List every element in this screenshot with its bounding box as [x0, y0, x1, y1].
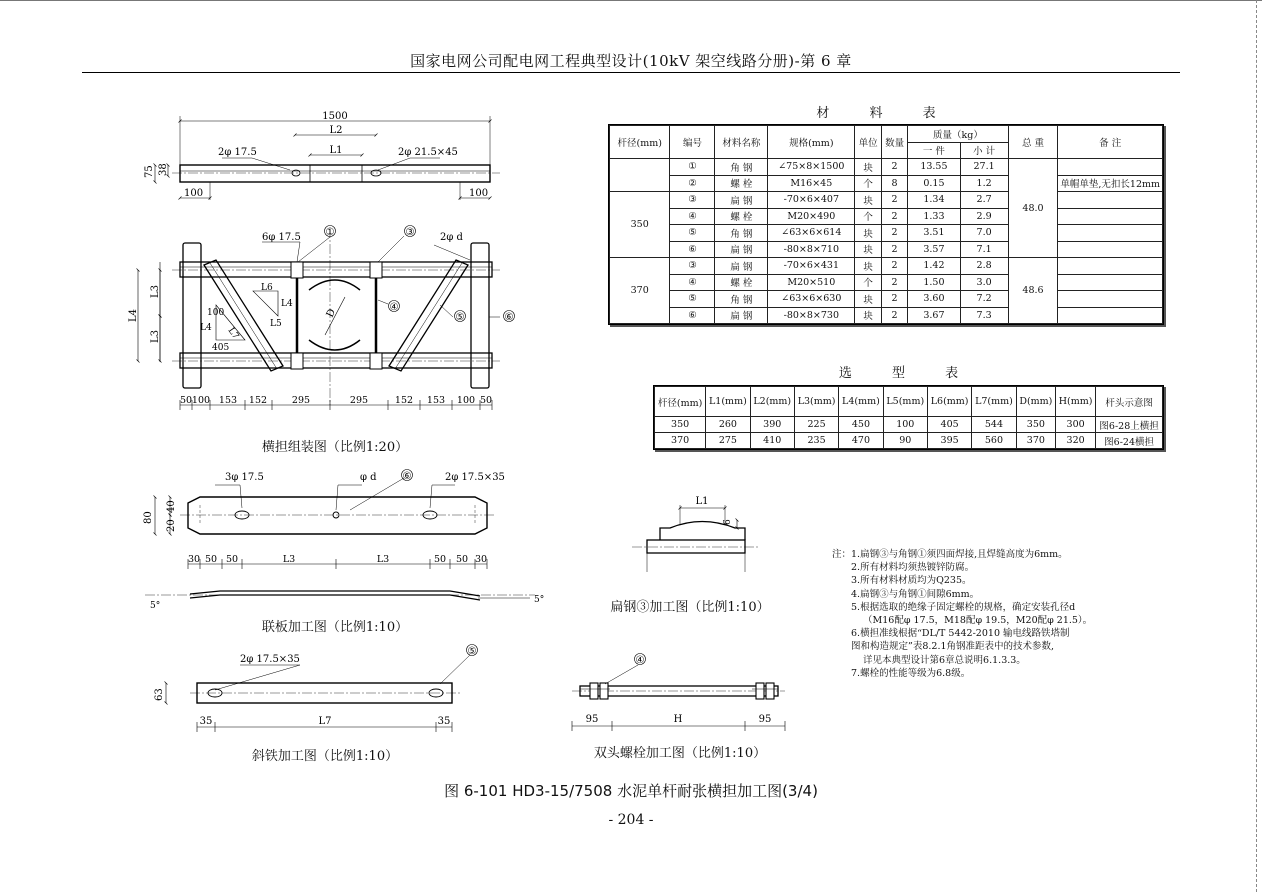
note-line: 7.螺栓的性能等级为6.8级。	[851, 667, 971, 679]
dim-L1: L1	[329, 145, 343, 156]
selection-table	[653, 385, 1164, 450]
flat-dim-L1: L1	[695, 496, 709, 507]
asm-dim-label: 295	[349, 395, 369, 406]
page-number: - 204 -	[608, 812, 654, 828]
mt-cell-no: ④	[670, 208, 715, 225]
mt-h-qty: 数量	[881, 126, 907, 159]
mt-cell-unit: 块	[855, 291, 881, 308]
caption-assembly: 横担组装图（比例1:20）	[261, 440, 409, 455]
mt-cell-each: 3.51	[908, 225, 960, 242]
dim-D: D	[324, 307, 339, 320]
st-cell: 225	[794, 417, 838, 433]
table-row	[610, 159, 1163, 176]
note-line: 详见本典型设计第6章总说明6.1.3.3。	[863, 654, 1026, 666]
mt-cell-qty: 2	[881, 258, 907, 275]
st-cell: 90	[883, 433, 927, 449]
mt-cell-sub: 3.0	[960, 274, 1008, 291]
mt-cell-remark	[1058, 291, 1163, 308]
dim-40: 40	[166, 500, 177, 513]
st-cell: 470	[839, 433, 883, 449]
mt-cell-sub: 7.2	[960, 291, 1008, 308]
mt-cell-remark	[1058, 307, 1163, 324]
st-cell: 320	[1056, 433, 1096, 449]
page-header-title: 国家电网公司配电网工程典型设计(10kV 架空线路分册)-第 6 章	[410, 52, 852, 70]
figure-caption: 图 6-101 HD3-15/7508 水泥单杆耐张横担加工图(3/4)	[444, 782, 818, 800]
dim-L7-brace: L7	[318, 716, 332, 727]
callout-5: ⑤	[455, 312, 465, 323]
mt-cell-spec: -70×6×407	[768, 192, 855, 209]
mt-cell-each: 3.67	[908, 307, 960, 324]
mt-cell-name: 螺 栓	[715, 274, 768, 291]
mt-cell-each: 3.60	[908, 291, 960, 308]
callout-4: ④	[389, 302, 399, 313]
mt-cell-qty: 2	[881, 241, 907, 258]
mt-cell-qty: 2	[881, 225, 907, 242]
selection-table-title: 选 型 表	[838, 366, 977, 381]
plate-dim-label: 50	[225, 554, 239, 565]
table-row	[610, 175, 1163, 192]
st-header-cell: L5(mm)	[883, 387, 927, 417]
table-row	[655, 433, 1163, 449]
mt-cell-name: 扁 钢	[715, 307, 768, 324]
bolt-dim-95-right: 95	[758, 714, 772, 725]
mt-cell-each: 13.55	[908, 159, 960, 176]
st-cell: 395	[927, 433, 971, 449]
brace-callout-5: ⑤	[467, 646, 477, 657]
dim-L3-upper: L3	[150, 284, 161, 298]
mt-cell-unit: 个	[855, 175, 881, 192]
plate-drawing	[145, 470, 535, 601]
angle-5-right: 5°	[534, 595, 545, 605]
bolt-dim-H: H	[673, 714, 683, 725]
mt-cell-no: ④	[670, 274, 715, 291]
st-cell: 370	[1016, 433, 1055, 449]
mt-cell-d: 350	[610, 192, 670, 258]
mt-cell-each: 1.42	[908, 258, 960, 275]
mt-cell-remark	[1058, 208, 1163, 225]
note-line: 2.所有材料均须热镀锌防腐。	[851, 562, 975, 574]
plate-dim-label: 50	[433, 554, 447, 565]
material-table-title: 材 料 表	[816, 106, 954, 121]
st-header-cell: L4(mm)	[839, 387, 883, 417]
mt-cell-sub: 2.8	[960, 258, 1008, 275]
mt-h-sub: 小 计	[960, 142, 1008, 159]
mt-cell-spec: ∠63×6×614	[768, 225, 855, 242]
mt-total-370: 48.6	[1008, 258, 1058, 324]
st-cell: 图6-24横担	[1096, 433, 1163, 449]
mt-cell-d: 370	[610, 258, 670, 324]
dim-L4-small: L4	[281, 299, 293, 309]
st-cell: 275	[706, 433, 750, 449]
table-row	[610, 258, 1163, 275]
label-hole-left: 2φ 17.5	[218, 147, 257, 158]
mt-cell-no: ⑥	[670, 307, 715, 324]
plate-dim-label: L3	[282, 554, 296, 565]
notes-prefix: 注：	[832, 549, 852, 560]
callout-6: ⑥	[504, 312, 514, 323]
mt-cell-name: 扁 钢	[715, 192, 768, 209]
mt-cell-name: 角 钢	[715, 225, 768, 242]
mt-h-diameter: 杆径(mm)	[610, 126, 670, 159]
bolt-dim-95-left: 95	[585, 714, 599, 725]
plate-dim-label: 50	[455, 554, 469, 565]
plate-dim-label: 30	[187, 554, 201, 565]
table-row	[610, 307, 1163, 324]
mt-cell-name: 扁 钢	[715, 241, 768, 258]
plate-dim-label: 50	[204, 554, 218, 565]
st-cell: 410	[750, 433, 794, 449]
mt-cell-remark: 单帽单垫,无扣长12mm	[1058, 175, 1163, 192]
mt-cell-sub: 2.7	[960, 192, 1008, 209]
mt-cell-name: 螺 栓	[715, 208, 768, 225]
dim-63: 63	[154, 688, 165, 701]
mt-cell-no: ①	[670, 159, 715, 176]
table-row	[655, 417, 1163, 433]
st-cell: 350	[1016, 417, 1055, 433]
callout-3: ③	[405, 227, 415, 238]
mt-cell-qty: 2	[881, 159, 907, 176]
st-header-cell: L3(mm)	[794, 387, 838, 417]
asm-dim-label: 153	[218, 395, 238, 406]
angle-5-left: 5°	[150, 601, 161, 611]
dim-38: 38	[158, 163, 169, 176]
mt-cell-spec: M16×45	[768, 175, 855, 192]
table-row	[610, 208, 1163, 225]
plate-dim-label: 30	[474, 554, 488, 565]
mt-cell-sub: 7.3	[960, 307, 1008, 324]
mt-cell-sub: 2.9	[960, 208, 1008, 225]
caption-flat-steel: 扁钢③加工图（比例1:10）	[610, 600, 770, 615]
mt-cell-qty: 2	[881, 192, 907, 209]
caption-bolt: 双头螺栓加工图（比例1:10）	[593, 746, 767, 761]
label-3phi: 3φ 17.5	[225, 472, 264, 483]
dim-L2: L2	[329, 125, 343, 136]
label-2phid: 2φ d	[440, 232, 463, 243]
mt-h-unit: 单位	[855, 126, 881, 159]
mt-cell-spec: M20×510	[768, 274, 855, 291]
mt-cell-name: 螺 栓	[715, 175, 768, 192]
st-cell: 260	[706, 417, 750, 433]
flat-steel-drawing	[632, 505, 760, 572]
st-cell: 350	[655, 417, 706, 433]
caption-brace: 斜铁加工图（比例1:10）	[251, 749, 399, 764]
note-line: 5.根据选取的绝缘子固定螺栓的规格，确定安装孔径d	[851, 601, 1076, 613]
mt-cell-unit: 块	[855, 225, 881, 242]
top-view-drawing	[155, 116, 500, 200]
dim-1500: 1500	[322, 111, 348, 122]
note-line: 6.横担准线根据“DL/T 5442-2010 输电线路铁塔制	[851, 628, 1070, 640]
dim-35-right: 35	[437, 716, 451, 727]
mt-h-remark: 备 注	[1058, 126, 1163, 159]
mt-cell-unit: 块	[855, 241, 881, 258]
asm-dim-label: 50	[179, 395, 193, 406]
mt-cell-qty: 8	[881, 175, 907, 192]
mt-h-mass: 质量（kg）	[908, 126, 1008, 143]
notes-block	[832, 548, 1092, 680]
mt-h-spec: 规格(mm)	[768, 126, 855, 159]
material-table	[608, 124, 1164, 325]
mt-cell-unit: 块	[855, 258, 881, 275]
mt-h-each: 一 件	[908, 142, 960, 159]
label-405: 405	[212, 343, 230, 353]
dim-20: 20	[166, 519, 177, 532]
st-header-cell: L6(mm)	[927, 387, 971, 417]
asm-dim-label: 100	[456, 395, 476, 406]
st-cell: 560	[972, 433, 1016, 449]
mt-cell-unit: 块	[855, 159, 881, 176]
mt-total-350: 48.0	[1008, 159, 1058, 258]
mt-cell-spec: ∠75×8×1500	[768, 159, 855, 176]
table-row	[610, 291, 1163, 308]
table-row	[610, 225, 1163, 242]
st-cell: 235	[794, 433, 838, 449]
mt-cell-name: 角 钢	[715, 291, 768, 308]
st-cell: 图6-28上横担	[1096, 417, 1163, 433]
dim-L4-tri: L4	[200, 323, 212, 333]
mt-cell-spec: ∠63×6×630	[768, 291, 855, 308]
mt-cell-remark	[1058, 159, 1163, 176]
note-line: 4.扁钢③与角钢①间隙6mm。	[851, 588, 980, 600]
asm-dim-label: 153	[426, 395, 446, 406]
mt-cell-remark	[1058, 241, 1163, 258]
asm-dim-label: 100	[191, 395, 211, 406]
dim-100-left: 100	[184, 188, 204, 199]
callout-1: ①	[325, 227, 335, 238]
table-row	[610, 274, 1163, 291]
dim-L3-lower: L3	[150, 329, 161, 343]
mt-cell-unit: 块	[855, 192, 881, 209]
note-line: 1.扁钢③与角钢①须四面焊接,且焊缝高度为6mm。	[851, 549, 1068, 560]
label-2phi-slot: 2φ 17.5×35	[445, 472, 505, 483]
mt-cell-no: ⑤	[670, 225, 715, 242]
asm-dim-label: 295	[291, 395, 311, 406]
bolt-callout-4: ④	[635, 655, 645, 666]
mt-cell-spec: -80×8×730	[768, 307, 855, 324]
st-header-cell: D(mm)	[1016, 387, 1055, 417]
mt-cell-no: ⑤	[670, 291, 715, 308]
dim-L5: L5	[270, 319, 282, 329]
st-header-cell: L7(mm)	[972, 387, 1016, 417]
mt-cell-remark	[1058, 258, 1163, 275]
dim-L7: L7	[225, 325, 241, 342]
st-header-cell: H(mm)	[1056, 387, 1096, 417]
dim-L4: L4	[128, 308, 139, 322]
caption-plate: 联板加工图（比例1:10）	[261, 620, 409, 635]
st-header-cell: L1(mm)	[706, 387, 750, 417]
table-row	[610, 192, 1163, 209]
mt-cell-name: 角 钢	[715, 159, 768, 176]
st-cell: 370	[655, 433, 706, 449]
mt-cell-unit: 块	[855, 307, 881, 324]
mt-cell-sub: 27.1	[960, 159, 1008, 176]
mt-cell-no: ⑥	[670, 241, 715, 258]
st-cell: 405	[927, 417, 971, 433]
dim-80: 80	[143, 511, 154, 524]
label-6phi: 6φ 17.5	[262, 232, 301, 243]
note-line: 3.所有材料材质均为Q235。	[851, 575, 972, 587]
plate-dim-label: L3	[376, 554, 390, 565]
asm-dim-label: 152	[394, 395, 414, 406]
mt-cell-each: 1.34	[908, 192, 960, 209]
mt-cell-spec: -70×6×431	[768, 258, 855, 275]
mt-cell-remark	[1058, 225, 1163, 242]
dim-75: 75	[144, 165, 155, 178]
mt-cell-remark	[1058, 192, 1163, 209]
mt-cell-name: 扁 钢	[715, 258, 768, 275]
st-cell: 544	[972, 417, 1016, 433]
mt-h-total: 总 重	[1008, 126, 1058, 159]
st-header-cell: L2(mm)	[750, 387, 794, 417]
st-cell: 450	[839, 417, 883, 433]
asm-dim-label: 50	[479, 395, 493, 406]
st-cell: 300	[1056, 417, 1096, 433]
label-100: 100	[207, 308, 225, 318]
mt-cell-sub: 1.2	[960, 175, 1008, 192]
mt-cell-spec: M20×490	[768, 208, 855, 225]
st-header-cell: 杆径(mm)	[655, 387, 706, 417]
st-cell: 390	[750, 417, 794, 433]
mt-cell-unit: 个	[855, 274, 881, 291]
dim-L6: L6	[261, 283, 273, 293]
mt-cell-spec: -80×8×710	[768, 241, 855, 258]
mt-cell-qty: 2	[881, 307, 907, 324]
mt-cell-no: ②	[670, 175, 715, 192]
mt-cell-d	[610, 159, 670, 192]
mt-cell-sub: 7.0	[960, 225, 1008, 242]
dim-100-right: 100	[469, 188, 489, 199]
mt-cell-qty: 2	[881, 274, 907, 291]
mt-cell-each: 1.33	[908, 208, 960, 225]
mt-cell-no: ③	[670, 258, 715, 275]
label-phid: φ d	[360, 472, 377, 483]
label-hole-right: 2φ 21.5×45	[398, 147, 458, 158]
mt-cell-sub: 7.1	[960, 241, 1008, 258]
note-line: （M16配φ 17.5，M18配φ 19.5，M20配φ 21.5）。	[863, 615, 1093, 627]
mt-cell-remark	[1058, 274, 1163, 291]
mt-h-no: 编号	[670, 126, 715, 159]
mt-cell-each: 0.15	[908, 175, 960, 192]
mt-cell-each: 3.57	[908, 241, 960, 258]
mt-cell-each: 1.50	[908, 274, 960, 291]
mt-h-name: 材料名称	[715, 126, 768, 159]
st-cell: 100	[883, 417, 927, 433]
mt-cell-unit: 个	[855, 208, 881, 225]
plate-callout-6: ⑥	[402, 471, 412, 482]
st-header-cell: 杆头示意图	[1096, 387, 1163, 417]
mt-cell-qty: 2	[881, 208, 907, 225]
brace-label-slot: 2φ 17.5×35	[240, 654, 300, 665]
mt-cell-qty: 2	[881, 291, 907, 308]
dim-35-left: 35	[199, 716, 213, 727]
flat-dim-6: 6	[723, 519, 733, 525]
asm-dim-label: 152	[248, 395, 268, 406]
table-row	[610, 241, 1163, 258]
mt-cell-no: ③	[670, 192, 715, 209]
note-line: 图和构造规定”表8.2.1角钢准距表中的技术参数,	[851, 641, 1055, 653]
